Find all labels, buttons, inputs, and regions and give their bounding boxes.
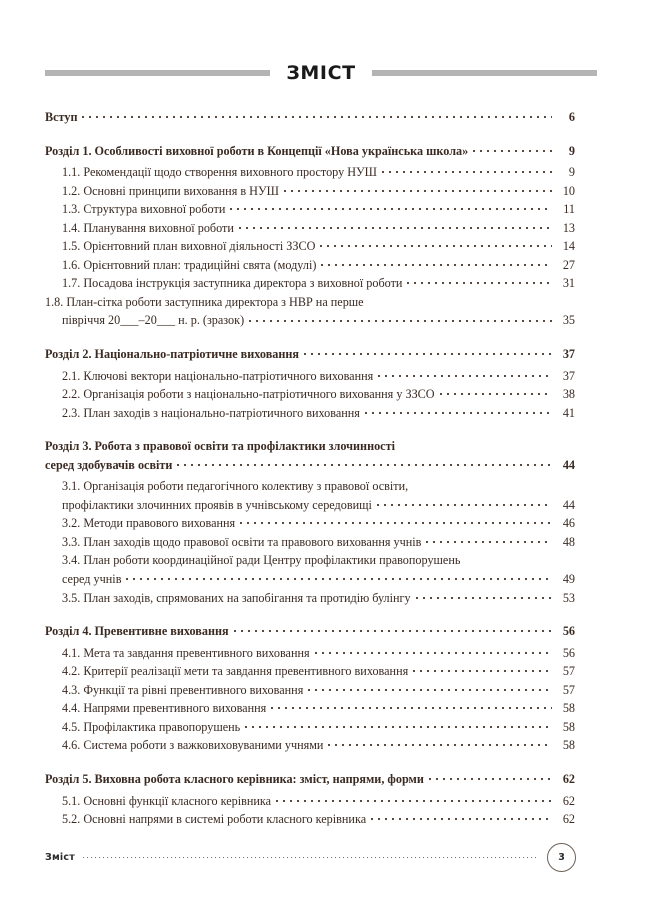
toc-entry-label: 1.1. Рекомендації щодо створення виховного простору НУШ [62, 165, 377, 180]
toc-page-number: 57 [562, 664, 575, 679]
toc-entry-row [45, 142, 575, 161]
toc-entry-label: 4.6. Система роботи з важковиховуваними учнями [62, 738, 324, 753]
toc-leader-dots [239, 220, 552, 232]
footer-leader-dots [83, 857, 539, 858]
toc-entry[interactable] [45, 770, 575, 789]
toc-entry[interactable] [62, 200, 575, 219]
toc-entry-row [45, 108, 575, 127]
toc-entry[interactable] [45, 622, 575, 641]
toc-entry[interactable] [62, 385, 575, 404]
toc-entry-label: 5.2. Основні напрями в системі роботи класного керівника [62, 812, 367, 827]
toc-entry[interactable] [62, 237, 575, 256]
toc-entry-row [62, 311, 575, 330]
toc-entry-label: 3.3. План заходів щодо правової освіти та правового виховання учнів [62, 534, 422, 549]
toc-entry-row [45, 770, 575, 789]
toc-page-number: 62 [562, 771, 575, 786]
toc-leader-dots [249, 312, 552, 324]
toc-page-number: 9 [568, 165, 575, 180]
toc-entry-label: 3.2. Методи правового виховання [62, 516, 236, 531]
toc-leader-dots [304, 346, 552, 358]
toc-entry-row [62, 662, 575, 681]
toc-page-number: 38 [562, 387, 575, 402]
toc-entry[interactable] [62, 681, 575, 700]
toc-entry-label: 1.5. Орієнтовний план виховної діяльності ЗЗСО [62, 239, 316, 254]
toc-leader-dots [407, 275, 552, 287]
toc-page-number: 58 [562, 719, 575, 734]
toc-leader-dots [320, 238, 552, 250]
toc-entry-row [62, 681, 575, 700]
toc-leader-dots [473, 142, 552, 154]
toc-entry[interactable] [62, 533, 575, 552]
toc-leader-dots [365, 404, 552, 416]
toc-entry-label: 2.1. Ключові вектори національно-патріотичного виховання [62, 368, 374, 383]
toc-entry-label: Розділ 2. Національно-патріотичне виховання [45, 347, 300, 362]
toc-page-number: 35 [562, 313, 575, 328]
toc-page-number: 46 [562, 516, 575, 531]
toc-entry[interactable] [45, 293, 575, 330]
toc-page-number: 31 [562, 276, 575, 291]
toc-entry[interactable] [62, 163, 575, 182]
toc-page-number: 48 [562, 534, 575, 549]
toc-entry[interactable] [62, 404, 575, 423]
page-footer [45, 843, 575, 872]
toc-leader-dots [271, 700, 552, 712]
toc-entry-row [45, 345, 575, 364]
toc-leader-dots [308, 682, 552, 694]
toc-entry[interactable] [62, 219, 575, 238]
toc-entry-row [62, 589, 575, 608]
toc-entry-label: 1.7. Посадова інструкція заступника директора з виховної роботи [62, 276, 403, 291]
toc-leader-dots [416, 589, 552, 601]
toc-entry-label: 2.2. Організація роботи з національно-патріотичного виховання у ЗЗСО [62, 387, 435, 402]
toc-leader-dots [315, 644, 552, 656]
toc-leader-dots [426, 534, 552, 546]
toc-entry-row [62, 792, 575, 811]
toc-leader-dots [230, 201, 552, 213]
toc-entry-label: 2.3. План заходів з національно-патріотичного виховання [62, 405, 360, 420]
toc-entry[interactable] [62, 718, 575, 737]
toc-entry-line: 3.4. План роботи координаційної ради Центру профілактики правопорушень [62, 553, 461, 568]
toc-entry-row [62, 533, 575, 552]
toc-entry-row [45, 622, 575, 641]
toc-entry-label: 4.3. Функції та рівні превентивного виховання [62, 682, 304, 697]
footer-page-number: 3 [547, 843, 576, 872]
toc-leader-dots [245, 719, 552, 731]
toc-entry-label: 4.1. Мета та завдання превентивного виховання [62, 645, 310, 660]
toc-entry[interactable] [45, 108, 575, 127]
toc-leader-dots [234, 623, 552, 635]
toc-page-number: 37 [562, 368, 575, 383]
toc-entry-row [62, 367, 575, 386]
toc-page-number: 41 [562, 405, 575, 420]
toc-entry-row [62, 570, 575, 589]
toc-entry[interactable] [62, 367, 575, 386]
toc-leader-dots [276, 792, 552, 804]
toc-entry-label: 5.1. Основні функції класного керівника [62, 793, 272, 808]
toc-page-number: 6 [568, 110, 575, 124]
toc-entry[interactable] [45, 437, 575, 474]
toc-entry-label: Розділ 1. Особливості виховної роботи в Концепції «Нова українська школа» [45, 143, 469, 158]
footer-section-label: Зміст [45, 852, 75, 863]
toc-page-number: 27 [562, 257, 575, 272]
toc-page-number: 62 [562, 793, 575, 808]
header-rule-left [45, 70, 270, 76]
toc-leader-dots [177, 457, 552, 469]
toc-entry[interactable] [62, 551, 575, 588]
toc-page-number: 11 [563, 202, 575, 217]
page-title: ЗМІСТ [286, 61, 356, 84]
toc-entry-row [62, 200, 575, 219]
toc-page-number: 13 [562, 220, 575, 235]
toc-entry-list [45, 108, 575, 829]
toc-entry-label: 4.2. Критерії реалізації мети та завдання превентивного виховання [62, 664, 409, 679]
toc-entry-row [62, 644, 575, 663]
toc-page-number: 9 [568, 143, 575, 158]
toc-entry-label: півріччя 20___–20___ н. р. (зразок) [62, 313, 245, 328]
toc-leader-dots [126, 571, 552, 583]
toc-entry[interactable] [62, 699, 575, 718]
toc-page-number: 58 [562, 701, 575, 716]
toc-entry[interactable] [62, 810, 575, 829]
toc-entry-row [62, 699, 575, 718]
toc-entry-row [62, 219, 575, 238]
toc-leader-dots [378, 367, 552, 379]
toc-entry-label: серед учнів [62, 572, 122, 587]
toc-page-number: 56 [562, 645, 575, 660]
toc-entry-row [62, 736, 575, 755]
toc-page-number: 10 [562, 183, 575, 198]
toc-entry-row [62, 385, 575, 404]
toc-entry-label: 4.4. Напрями превентивного виховання [62, 701, 267, 716]
toc-page-number: 44 [562, 457, 575, 472]
toc-entry-row [62, 496, 575, 515]
toc-entry-row [62, 718, 575, 737]
toc-page-number: 49 [562, 572, 575, 587]
toc-entry[interactable] [62, 736, 575, 755]
toc-entry-row [62, 182, 575, 201]
toc-entry-row [45, 456, 575, 475]
toc-entry-line: 1.8. План-сітка роботи заступника директора з НВР на перше [45, 294, 364, 309]
toc-leader-dots [413, 663, 552, 675]
toc-leader-dots [429, 771, 552, 783]
toc-entry-label: 1.2. Основні принципи виховання в НУШ [62, 183, 279, 198]
toc-page-number: 44 [562, 497, 575, 512]
toc-entry-row [62, 274, 575, 293]
toc-leader-dots [371, 811, 552, 823]
toc-leader-dots [377, 497, 552, 509]
toc-leader-dots [240, 515, 552, 527]
toc-entry[interactable] [62, 477, 575, 514]
toc-entry[interactable] [62, 644, 575, 663]
toc-entry-row [62, 404, 575, 423]
toc-entry-label: серед здобувачів освіти [45, 457, 173, 472]
toc-entry-label: 1.4. Планування виховної роботи [62, 220, 234, 235]
toc-entry[interactable] [62, 514, 575, 533]
toc-page-number: 62 [562, 812, 575, 827]
toc-entry[interactable] [62, 792, 575, 811]
toc-page-number: 56 [562, 624, 575, 639]
toc-page-number: 14 [562, 239, 575, 254]
toc-entry-label: Розділ 4. Превентивне виховання [45, 624, 229, 639]
toc-entry[interactable] [62, 662, 575, 681]
toc-page-number: 53 [562, 590, 575, 605]
toc-leader-dots [321, 257, 552, 269]
toc-page-number: 57 [562, 682, 575, 697]
toc-leader-dots [382, 164, 552, 176]
toc-entry-label: Вступ [45, 110, 78, 124]
toc-leader-dots [284, 182, 552, 194]
toc-entry[interactable] [45, 142, 575, 161]
toc-leader-dots [82, 109, 552, 121]
toc-page-number: 37 [562, 347, 575, 362]
toc-leader-dots [328, 737, 552, 749]
toc-entry-label: 3.5. План заходів, спрямованих на запобігання та протидію булінгу [62, 590, 411, 605]
toc-leader-dots [440, 386, 552, 398]
toc-entry-row [62, 514, 575, 533]
toc-entry-label: 1.6. Орієнтовний план: традиційні свята (модулі) [62, 257, 317, 272]
toc-entry-row [62, 237, 575, 256]
toc-entry[interactable] [62, 274, 575, 293]
toc-entry[interactable] [62, 256, 575, 275]
toc-header [45, 58, 597, 88]
toc-entry[interactable] [45, 345, 575, 364]
toc-entry-row [62, 256, 575, 275]
toc-entry-label: Розділ 5. Виховна робота класного керівника: зміст, напрями, форми [45, 771, 424, 786]
header-rule-right [372, 70, 597, 76]
toc-entry-label: 1.3. Структура виховної роботи [62, 202, 226, 217]
toc-page-number: 58 [562, 738, 575, 753]
toc-entry-label: 4.5. Профілактика правопорушень [62, 719, 241, 734]
toc-entry[interactable] [62, 182, 575, 201]
toc-entry-row [62, 163, 575, 182]
toc-entry-line: Розділ 3. Робота з правової освіти та профілактики злочинності [45, 439, 395, 454]
toc-entry[interactable] [62, 589, 575, 608]
toc-entry-row [62, 810, 575, 829]
toc-entry-label: профілактики злочинних проявів в учнівському середовищі [62, 497, 372, 512]
toc-entry-line: 3.1. Організація роботи педагогічного колективу з правової освіти, [62, 479, 409, 494]
